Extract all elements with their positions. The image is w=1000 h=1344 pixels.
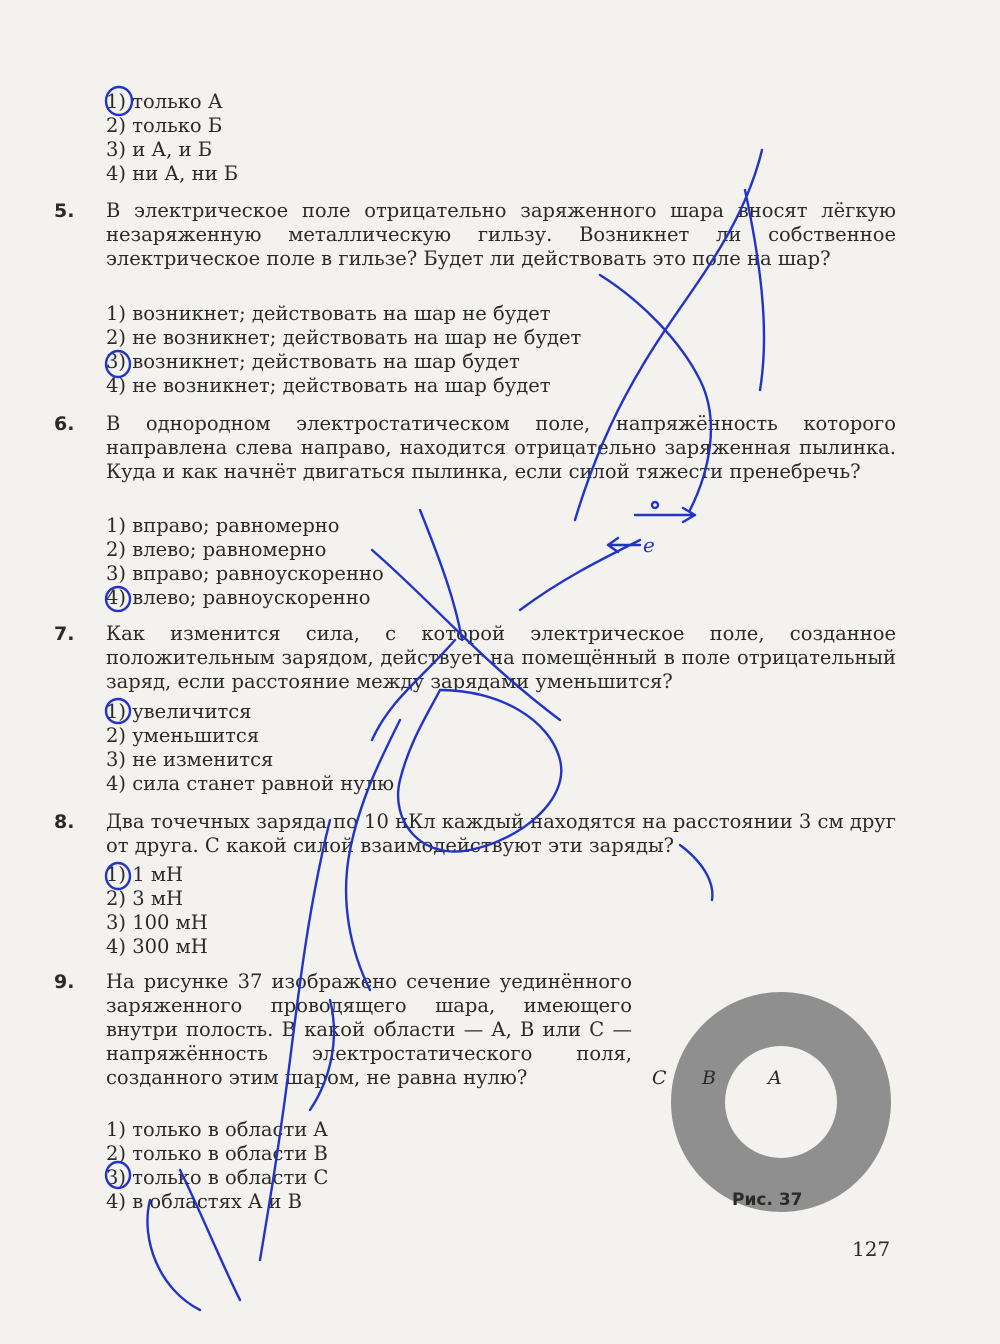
q6-options [106, 514, 384, 610]
question-text: В однородном электростатическом поле, напряжённость которого направлена слева направо, находится отрицательно заряженная пылинка. Куда и как начнёт двигаться пылинка, если силой тяжести пренебречь? [106, 412, 896, 483]
region-label-a: A [768, 1067, 782, 1089]
q6-option-1: 1) вправо; равномерно [106, 514, 340, 537]
q9-option-2: 2) только в области B [106, 1142, 328, 1165]
question-number: 9. [54, 971, 75, 993]
q9-options [106, 1118, 328, 1214]
q6-option-2: 2) влево; равномерно [106, 538, 327, 561]
page-number: 127 [852, 1237, 891, 1261]
region-label-b: B [702, 1067, 716, 1089]
question-text: Два точечных заряда по 10 нКл каждый находятся на расстоянии 3 см друг от друга. С какой силой взаимодействуют эти заряды? [106, 810, 896, 857]
q6-option-4: 4) влево; равноускоренно [106, 586, 371, 609]
q8-options [106, 863, 208, 959]
q7-option-1: 1) увеличится [106, 700, 252, 723]
q8-option-3: 3) 100 мН [106, 911, 208, 934]
figure-caption: Рис. 37 [732, 1190, 803, 1210]
q5-option-3: 3) возникнет; действовать на шар будет [106, 350, 520, 373]
q5-option-1: 1) возникнет; действовать на шар не будет [106, 302, 551, 325]
q9-option-1: 1) только в области A [106, 1118, 328, 1141]
q4-options [106, 90, 238, 186]
q5-option-4: 4) не возникнет; действовать на шар будет [106, 374, 551, 397]
sphere-cavity [725, 1046, 837, 1158]
question-text: Как изменится сила, с которой электрическое поле, созданное положительным зарядом, действует на помещённый в поле отрицательный заряд, если расстояние между зарядами уменьшится? [106, 622, 896, 693]
q7-option-2: 2) уменьшится [106, 724, 260, 747]
q4-option-1: 1) только А [106, 90, 223, 113]
bleed-through-text [600, 96, 606, 117]
q5-option-2: 2) не возникнет; действовать на шар не будет [106, 326, 582, 349]
electron-label: e [643, 533, 655, 557]
q6-option-3: 3) вправо; равноускоренно [106, 562, 384, 585]
question-number: 8. [54, 811, 75, 833]
q8-option-1: 1) 1 мН [106, 863, 183, 886]
q5-options [106, 302, 581, 398]
q4-option-2: 2) только Б [106, 114, 223, 137]
question-number: 6. [54, 413, 75, 435]
q8-option-4: 4) 300 мН [106, 935, 208, 958]
force-arrow-left [608, 538, 640, 552]
question-text: На рисунке 37 изображено сечение уединённого заряженного проводящего шара, имеющего внутри полость. В какой области — A, B или C — напряжённость электростатического поля, созданного этим шаром, не равна нулю? [106, 970, 632, 1089]
q7-options [106, 700, 394, 796]
question-text: В электрическое поле отрицательно заряженного шара вносят лёгкую незаряженную металлическую гильзу. Возникнет ли собственное электрическое поле в гильзе? Будет ли действовать это поле на шар? [106, 199, 896, 270]
q7-option-4: 4) сила станет равной нулю [106, 772, 395, 795]
q4-option-4: 4) ни А, ни Б [106, 162, 239, 185]
region-label-c: C [652, 1067, 667, 1089]
q7-option-3: 3) не изменится [106, 748, 274, 771]
q8-option-2: 2) 3 мН [106, 887, 183, 910]
dust-particle-dot [652, 502, 658, 508]
question-number: 7. [54, 623, 75, 645]
question-number: 5. [54, 200, 75, 222]
q4-option-3: 3) и А, и Б [106, 138, 213, 161]
field-arrow-right [635, 508, 695, 522]
q9-option-3: 3) только в области C [106, 1166, 329, 1189]
q9-option-4: 4) в областях A и B [106, 1190, 302, 1213]
